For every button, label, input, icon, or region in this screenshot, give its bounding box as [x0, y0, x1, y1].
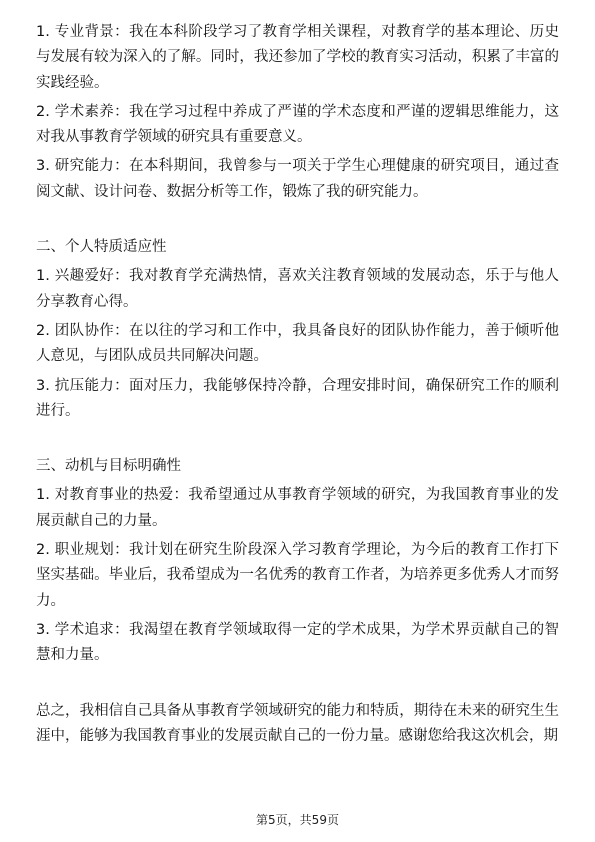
- section1-item-1: 1. 专业背景：我在本科阶段学习了教育学相关课程，对教育学的基本理论、历史与发展有较为深入的了解。同时，我还参加了学校的教育实习活动，积累了丰富的实践经验。: [36, 24, 559, 91]
- conclusion-paragraph: 总之，我相信自己具备从事教育学领域研究的能力和特质，期待在未来的研究生生涯中，能够为我国教育事业的发展贡献自己的一份力量。感谢您给我这次机会，期: [36, 702, 559, 744]
- section2-item-1: 1. 兴趣爱好：我对教育学充满热情，喜欢关注教育领域的发展动态，乐于与他人分享教育心得。: [36, 268, 559, 310]
- page-number-footer: 第5页，共59页: [256, 813, 339, 827]
- section2-item-2: 2. 团队协作：在以往的学习和工作中，我具备良好的团队协作能力，善于倾听他人意见，与团队成员共同解决问题。: [36, 322, 559, 365]
- section-gap: [36, 209, 559, 235]
- section3-item-3: 3. 学术追求：我渴望在教育学领域取得一定的学术成果，为学术界贡献自己的智慧和力量。: [36, 621, 559, 664]
- section3-item-1: 1. 对教育事业的热爱：我希望通过从事教育学领域的研究，为我国教育事业的发展贡献自己的力量。: [36, 487, 559, 529]
- section-gap: [36, 428, 559, 454]
- section3-item-2: 2. 职业规划：我计划在研究生阶段深入学习教育学理论，为今后的教育工作打下坚实基础。毕业后，我希望成为一名优秀的教育工作者，为培养更多优秀人才而努力。: [36, 542, 559, 609]
- section-gap: [36, 673, 559, 699]
- section1-item-2: 2. 学术素养：我在学习过程中养成了严谨的学术态度和严谨的逻辑思维能力，这对我从事教育学领域的研究具有重要意义。: [36, 103, 559, 146]
- section1-item-3: 3. 研究能力：在本科期间，我曾参与一项关于学生心理健康的研究项目，通过查阅文献、设计问卷、数据分析等工作，锻炼了我的研究能力。: [36, 158, 559, 200]
- page-content: [36, 20, 559, 753]
- section2-item-3: 3. 抗压能力：面对压力，我能够保持冷静，合理安排时间，确保研究工作的顺利进行。: [36, 377, 559, 419]
- section2-heading: 二、个人特质适应性: [36, 239, 167, 256]
- section3-heading: 三、动机与目标明确性: [36, 458, 181, 475]
